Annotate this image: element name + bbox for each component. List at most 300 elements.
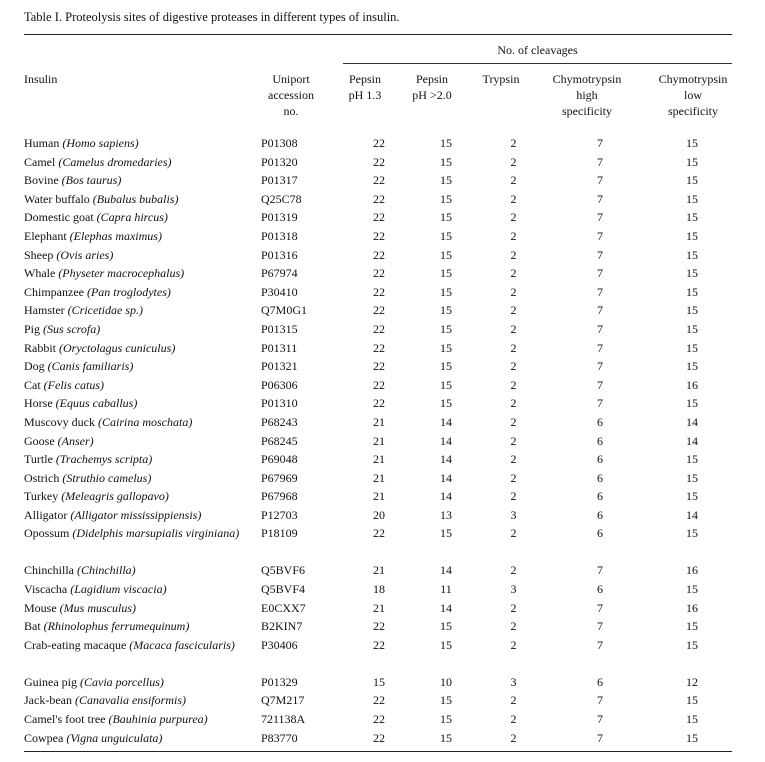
insulin-name-cell (24, 433, 261, 452)
pepsin-ph13-cell: 22 (373, 173, 385, 188)
pepsin-ph20-cell: 14 (440, 414, 452, 429)
chymotrypsin-high-cell: 7 (597, 693, 603, 708)
accession-cell: P67968 (261, 489, 298, 504)
pepsin-ph20-cell: 15 (440, 303, 452, 318)
chymotrypsin-high-cell: 6 (597, 433, 603, 448)
pepsin-ph20-cell: 15 (440, 228, 452, 243)
scientific-name: (Cavia porcellus) (80, 674, 164, 689)
chymotrypsin-high-cell: 6 (597, 452, 603, 467)
common-name: Goose (24, 433, 55, 448)
table-row (24, 172, 732, 191)
pepsin-ph13-cell: 18 (373, 582, 385, 597)
common-name: Dog (24, 359, 45, 374)
chymotrypsin-low-cell: 16 (686, 600, 698, 615)
pepsin-ph20-cell: 15 (440, 619, 452, 634)
header-pepsin-ph13-line: pH 1.3 (348, 88, 382, 102)
trypsin-cell: 2 (510, 693, 517, 708)
pepsin-ph13-cell: 22 (373, 191, 385, 206)
insulin-name-cell (24, 451, 261, 470)
insulin-name-cell (24, 470, 261, 489)
insulin-name-cell (24, 209, 261, 228)
common-name: Sheep (24, 247, 54, 262)
chymotrypsin-low-cell: 16 (686, 377, 698, 392)
bottom-rule (24, 751, 732, 752)
accession-cell: P01318 (261, 228, 298, 243)
chymotrypsin-low-cell: 15 (686, 247, 698, 262)
scientific-name: (Oryctolagus cuniculus) (59, 340, 176, 355)
pepsin-ph13-cell: 22 (373, 359, 385, 374)
pepsin-ph20-cell: 15 (440, 712, 452, 727)
pepsin-ph20-cell: 15 (440, 210, 452, 225)
header-pepsin-ph13-line: Pepsin (348, 72, 381, 86)
scientific-name: (Macaca fascicularis) (129, 637, 235, 652)
insulin-name-cell (24, 674, 261, 693)
accession-cell: 721138A (261, 712, 306, 727)
accession-cell: P30410 (261, 284, 298, 299)
accession-cell: P83770 (261, 730, 298, 745)
accession-cell: P01311 (261, 340, 298, 355)
scientific-name: (Canis familiaris) (47, 359, 134, 374)
common-name: Human (24, 136, 60, 150)
accession-cell: P69048 (261, 452, 298, 467)
pepsin-ph13-cell: 22 (373, 712, 385, 727)
table-row (24, 600, 732, 619)
chymotrypsin-high-cell: 7 (597, 303, 603, 318)
common-name: Bovine (24, 173, 59, 188)
insulin-name-cell (24, 600, 261, 619)
trypsin-cell: 2 (510, 154, 517, 169)
table-row (24, 209, 732, 228)
header-trypsin (466, 71, 536, 87)
table-row (24, 191, 732, 210)
common-name: Bat (24, 619, 41, 634)
common-name: Turtle (24, 452, 53, 467)
table-row (24, 340, 732, 359)
accession-cell: P01310 (261, 396, 298, 411)
chymotrypsin-high-cell: 7 (597, 173, 603, 188)
trypsin-cell: 2 (510, 600, 517, 615)
trypsin-cell: 2 (510, 563, 517, 578)
insulin-name-cell (24, 302, 261, 321)
common-name: Elephant (24, 228, 67, 243)
header-chymo-high-line: Chymotrypsin (552, 72, 622, 86)
chymotrypsin-high-cell: 7 (597, 210, 603, 225)
common-name: Water buffalo (24, 191, 90, 206)
trypsin-cell: 2 (510, 173, 517, 188)
accession-cell: P01308 (261, 136, 298, 150)
scientific-name: (Camelus dromedaries) (58, 154, 172, 169)
table-row (24, 674, 732, 693)
insulin-name-cell (24, 172, 261, 191)
common-name: Horse (24, 396, 53, 411)
chymotrypsin-high-cell: 7 (597, 712, 603, 727)
scientific-name: (Alligator mississippiensis) (70, 507, 202, 522)
chymotrypsin-high-cell: 7 (597, 247, 603, 262)
scientific-name: (Vigna unguiculata) (66, 730, 163, 745)
trypsin-cell: 2 (510, 228, 517, 243)
common-name: Pig (24, 321, 41, 336)
chymotrypsin-low-cell: 15 (686, 284, 698, 299)
common-name: Rabbit (24, 340, 56, 355)
insulin-table (24, 135, 732, 748)
chymotrypsin-high-cell: 7 (597, 563, 603, 578)
subheader-rule (343, 63, 732, 64)
header-insulin: Insulin (24, 72, 58, 86)
table-row (24, 302, 732, 321)
chymotrypsin-low-cell: 12 (686, 674, 698, 689)
pepsin-ph20-cell: 15 (440, 173, 452, 188)
accession-cell: P67974 (261, 266, 298, 281)
pepsin-ph20-cell: 15 (440, 526, 452, 541)
pepsin-ph13-cell: 22 (373, 266, 385, 281)
chymotrypsin-low-cell: 15 (686, 470, 698, 485)
table-row (24, 321, 732, 340)
trypsin-cell: 2 (510, 619, 517, 634)
pepsin-ph13-cell: 21 (373, 433, 385, 448)
pepsin-ph13-cell: 15 (373, 674, 385, 689)
trypsin-cell: 2 (510, 452, 517, 467)
chymotrypsin-high-cell: 6 (597, 470, 603, 485)
pepsin-ph13-cell: 21 (373, 452, 385, 467)
insulin-name-cell (24, 135, 261, 154)
pepsin-ph13-cell: 22 (373, 396, 385, 411)
chymotrypsin-low-cell: 15 (686, 637, 698, 652)
insulin-name-cell (24, 154, 261, 173)
chymotrypsin-high-cell: 7 (597, 191, 603, 206)
trypsin-cell: 2 (510, 730, 517, 745)
trypsin-cell: 2 (510, 637, 517, 652)
pepsin-ph20-cell: 15 (440, 396, 452, 411)
trypsin-cell: 2 (510, 470, 517, 485)
pepsin-ph20-cell: 14 (440, 433, 452, 448)
pepsin-ph13-cell: 22 (373, 136, 385, 150)
scientific-name: (Struthio camelus) (62, 470, 152, 485)
pepsin-ph13-cell: 22 (373, 228, 385, 243)
table-row (24, 358, 732, 377)
scientific-name: (Didelphis marsupialis virginiana) (72, 526, 240, 541)
pepsin-ph13-cell: 21 (373, 489, 385, 504)
common-name: Cowpea (24, 730, 64, 745)
header-pepsin-ph20-line: Pepsin (415, 72, 448, 86)
trypsin-cell: 3 (510, 582, 517, 597)
pepsin-ph20-cell: 11 (440, 582, 452, 597)
pepsin-ph13-cell: 22 (373, 321, 385, 336)
table-row (24, 692, 732, 711)
header-accession-line: Uniport (272, 72, 310, 86)
chymotrypsin-low-cell: 15 (686, 303, 698, 318)
common-name: Viscacha (24, 582, 68, 597)
pepsin-ph13-cell: 21 (373, 470, 385, 485)
pepsin-ph20-cell: 15 (440, 191, 452, 206)
insulin-name-cell (24, 730, 261, 749)
accession-cell: P01315 (261, 321, 298, 336)
scientific-name: (Equus caballus) (55, 396, 138, 411)
accession-cell: B2KIN7 (261, 619, 303, 634)
pepsin-ph20-cell: 15 (440, 340, 452, 355)
pepsin-ph13-cell: 22 (373, 526, 385, 541)
chymotrypsin-high-cell: 7 (597, 228, 603, 243)
pepsin-ph20-cell: 14 (440, 470, 452, 485)
scientific-name: (Homo sapiens) (62, 136, 139, 150)
chymotrypsin-low-cell: 15 (686, 526, 698, 541)
header-chymo-high-line: high (576, 88, 598, 102)
insulin-name-cell (24, 525, 261, 562)
scientific-name: (Physeter macrocephalus) (58, 266, 185, 281)
table-row (24, 470, 732, 489)
common-name: Chimpanzee (24, 284, 84, 299)
accession-cell: P01320 (261, 154, 298, 169)
table-row (24, 228, 732, 247)
accession-cell: Q7M217 (261, 693, 305, 708)
header-chymo-low-line: low (684, 88, 702, 102)
scientific-name: (Bubalus bubalis) (92, 191, 179, 206)
common-name: Muscovy duck (24, 414, 95, 429)
pepsin-ph20-cell: 15 (440, 284, 452, 299)
table-body (24, 135, 732, 748)
header-chymo-low-line: Chymotrypsin (658, 72, 728, 86)
trypsin-cell: 2 (510, 136, 517, 150)
accession-cell: P01319 (261, 210, 298, 225)
pepsin-ph13-cell: 22 (373, 154, 385, 169)
accession-cell: P67969 (261, 470, 298, 485)
chymotrypsin-high-cell: 7 (597, 730, 603, 745)
pepsin-ph20-cell: 15 (440, 377, 452, 392)
pepsin-ph13-cell: 21 (373, 414, 385, 429)
chymotrypsin-high-cell: 7 (597, 136, 603, 150)
accession-cell: P01329 (261, 674, 298, 689)
trypsin-cell: 2 (510, 359, 517, 374)
scientific-name: (Lagidium viscacia) (70, 582, 167, 597)
table-row (24, 377, 732, 396)
pepsin-ph20-cell: 15 (440, 266, 452, 281)
chymotrypsin-high-cell: 7 (597, 619, 603, 634)
chymotrypsin-low-cell: 15 (686, 228, 698, 243)
common-name: Cat (24, 377, 41, 392)
trypsin-cell: 2 (510, 321, 517, 336)
pepsin-ph20-cell: 14 (440, 452, 452, 467)
chymotrypsin-low-cell: 15 (686, 136, 698, 150)
trypsin-cell: 2 (510, 377, 517, 392)
chymotrypsin-high-cell: 7 (597, 396, 603, 411)
table-row (24, 451, 732, 470)
table-row (24, 581, 732, 600)
trypsin-cell: 2 (510, 396, 517, 411)
trypsin-cell: 2 (510, 340, 517, 355)
chymotrypsin-low-cell: 15 (686, 210, 698, 225)
header-chymo-low-line: specificity (668, 104, 718, 118)
accession-cell: Q5BVF4 (261, 582, 306, 597)
chymotrypsin-high-cell: 7 (597, 377, 603, 392)
insulin-name-cell (24, 562, 261, 581)
common-name: Camel's foot tree (24, 712, 106, 727)
chymotrypsin-low-cell: 16 (686, 563, 698, 578)
pepsin-ph13-cell: 22 (373, 637, 385, 652)
common-name: Whale (24, 266, 56, 281)
scientific-name: (Bos taurus) (61, 173, 122, 188)
common-name: Turkey (24, 489, 59, 504)
pepsin-ph20-cell: 15 (440, 321, 452, 336)
chymotrypsin-low-cell: 15 (686, 173, 698, 188)
table-row (24, 730, 732, 749)
insulin-name-cell (24, 488, 261, 507)
accession-cell: P01317 (261, 173, 298, 188)
insulin-name-cell (24, 358, 261, 377)
trypsin-cell: 2 (510, 191, 517, 206)
table-row (24, 265, 732, 284)
table-row (24, 618, 732, 637)
pepsin-ph20-cell: 15 (440, 637, 452, 652)
trypsin-cell: 2 (510, 526, 517, 541)
pepsin-ph13-cell: 22 (373, 247, 385, 262)
top-rule (24, 34, 732, 35)
pepsin-ph20-cell: 13 (440, 507, 452, 522)
header-chymotrypsin-high (536, 71, 638, 119)
accession-cell: Q7M0G1 (261, 303, 308, 318)
table-row (24, 284, 732, 303)
table-row (24, 637, 732, 674)
insulin-name-cell (24, 247, 261, 266)
chymotrypsin-low-cell: 15 (686, 266, 698, 281)
scientific-name: (Bauhinia purpurea) (108, 712, 208, 727)
scientific-name: (Trachemys scripta) (55, 452, 153, 467)
accession-cell: P01321 (261, 359, 298, 374)
chymotrypsin-high-cell: 7 (597, 637, 603, 652)
pepsin-ph20-cell: 15 (440, 730, 452, 745)
pepsin-ph20-cell: 15 (440, 693, 452, 708)
pepsin-ph20-cell: 15 (440, 247, 452, 262)
pepsin-ph13-cell: 22 (373, 340, 385, 355)
scientific-name: (Elephas maximus) (69, 228, 162, 243)
insulin-name-cell (24, 507, 261, 526)
trypsin-cell: 3 (510, 507, 517, 522)
pepsin-ph13-cell: 20 (373, 507, 385, 522)
insulin-name-cell (24, 414, 261, 433)
chymotrypsin-low-cell: 15 (686, 452, 698, 467)
chymotrypsin-low-cell: 15 (686, 730, 698, 745)
common-name: Guinea pig (24, 674, 77, 689)
pepsin-ph13-cell: 22 (373, 303, 385, 318)
insulin-name-cell (24, 711, 261, 730)
accession-cell: P01316 (261, 247, 298, 262)
chymotrypsin-low-cell: 15 (686, 619, 698, 634)
scientific-name: (Cairina moschata) (98, 414, 193, 429)
accession-cell: E0CXX7 (261, 600, 306, 615)
table-row (24, 711, 732, 730)
common-name: Jack-bean (24, 693, 72, 708)
insulin-name-cell (24, 284, 261, 303)
pepsin-ph20-cell: 15 (440, 359, 452, 374)
table-caption: Table I. Proteolysis sites of digestive proteases in different types of insulin. (24, 10, 400, 24)
insulin-name-cell (24, 321, 261, 340)
header-trypsin-line: Trypsin (482, 72, 520, 86)
pepsin-ph13-cell: 22 (373, 730, 385, 745)
chymotrypsin-low-cell: 15 (686, 340, 698, 355)
pepsin-ph13-cell: 22 (373, 619, 385, 634)
pepsin-ph20-cell: 15 (440, 154, 452, 169)
chymotrypsin-high-cell: 6 (597, 507, 603, 522)
common-name: Crab-eating macaque (24, 637, 127, 652)
insulin-name-cell (24, 191, 261, 210)
table-row (24, 433, 732, 452)
pepsin-ph13-cell: 22 (373, 210, 385, 225)
pepsin-ph13-cell: 22 (373, 284, 385, 299)
accession-cell: P18109 (261, 526, 298, 541)
common-name: Mouse (24, 600, 57, 615)
chymotrypsin-high-cell: 6 (597, 674, 603, 689)
accession-cell: P68245 (261, 433, 298, 448)
insulin-name-cell (24, 340, 261, 359)
scientific-name: (Rhinolophus ferrumequinum) (43, 619, 190, 634)
chymotrypsin-high-cell: 6 (597, 526, 603, 541)
scientific-name: (Felis catus) (43, 377, 104, 392)
header-pepsin-ph13 (334, 71, 396, 103)
scientific-name: (Canavalia ensiformis) (74, 693, 186, 708)
accession-cell: Q5BVF6 (261, 563, 306, 578)
pepsin-ph20-cell: 14 (440, 489, 452, 504)
accession-cell: P12703 (261, 507, 298, 522)
trypsin-cell: 2 (510, 489, 517, 504)
insulin-name-cell (24, 395, 261, 414)
chymotrypsin-high-cell: 7 (597, 340, 603, 355)
table-row (24, 414, 732, 433)
scientific-name: (Pan troglodytes) (86, 284, 171, 299)
table-row (24, 525, 732, 562)
common-name: Domestic goat (24, 210, 94, 225)
chymotrypsin-low-cell: 15 (686, 154, 698, 169)
scientific-name: (Ovis aries) (56, 247, 114, 262)
chymotrypsin-low-cell: 14 (686, 414, 698, 429)
pepsin-ph13-cell: 21 (373, 600, 385, 615)
chymotrypsin-high-cell: 6 (597, 489, 603, 504)
common-name: Camel (24, 154, 56, 169)
insulin-name-cell (24, 618, 261, 637)
chymotrypsin-high-cell: 6 (597, 414, 603, 429)
scientific-name: (Anser) (57, 433, 94, 448)
pepsin-ph20-cell: 14 (440, 600, 452, 615)
trypsin-cell: 3 (510, 674, 517, 689)
scientific-name: (Meleagris gallopavo) (61, 489, 169, 504)
chymotrypsin-high-cell: 7 (597, 321, 603, 336)
scientific-name: (Cricetidae sp.) (67, 303, 143, 318)
accession-cell: P06306 (261, 377, 298, 392)
table-row (24, 488, 732, 507)
chymotrypsin-low-cell: 15 (686, 191, 698, 206)
chymotrypsin-low-cell: 15 (686, 582, 698, 597)
pepsin-ph13-cell: 22 (373, 693, 385, 708)
chymotrypsin-low-cell: 15 (686, 712, 698, 727)
accession-cell: Q25C78 (261, 191, 302, 206)
header-accession-line: accession (268, 88, 314, 102)
scientific-name: (Sus scrofa) (43, 321, 101, 336)
chymotrypsin-high-cell: 7 (597, 359, 603, 374)
table-row (24, 247, 732, 266)
insulin-name-cell (24, 265, 261, 284)
scientific-name: (Mus musculus) (59, 600, 136, 615)
pepsin-ph13-cell: 22 (373, 377, 385, 392)
insulin-name-cell (24, 228, 261, 247)
chymotrypsin-high-cell: 7 (597, 154, 603, 169)
trypsin-cell: 2 (510, 414, 517, 429)
table-row (24, 562, 732, 581)
chymotrypsin-high-cell: 7 (597, 600, 603, 615)
insulin-name-cell (24, 637, 261, 674)
chymotrypsin-high-cell: 7 (597, 284, 603, 299)
header-accession-line: no. (283, 104, 299, 118)
insulin-name-cell (24, 377, 261, 396)
chymotrypsin-low-cell: 15 (686, 359, 698, 374)
trypsin-cell: 2 (510, 303, 517, 318)
chymotrypsin-low-cell: 15 (686, 321, 698, 336)
